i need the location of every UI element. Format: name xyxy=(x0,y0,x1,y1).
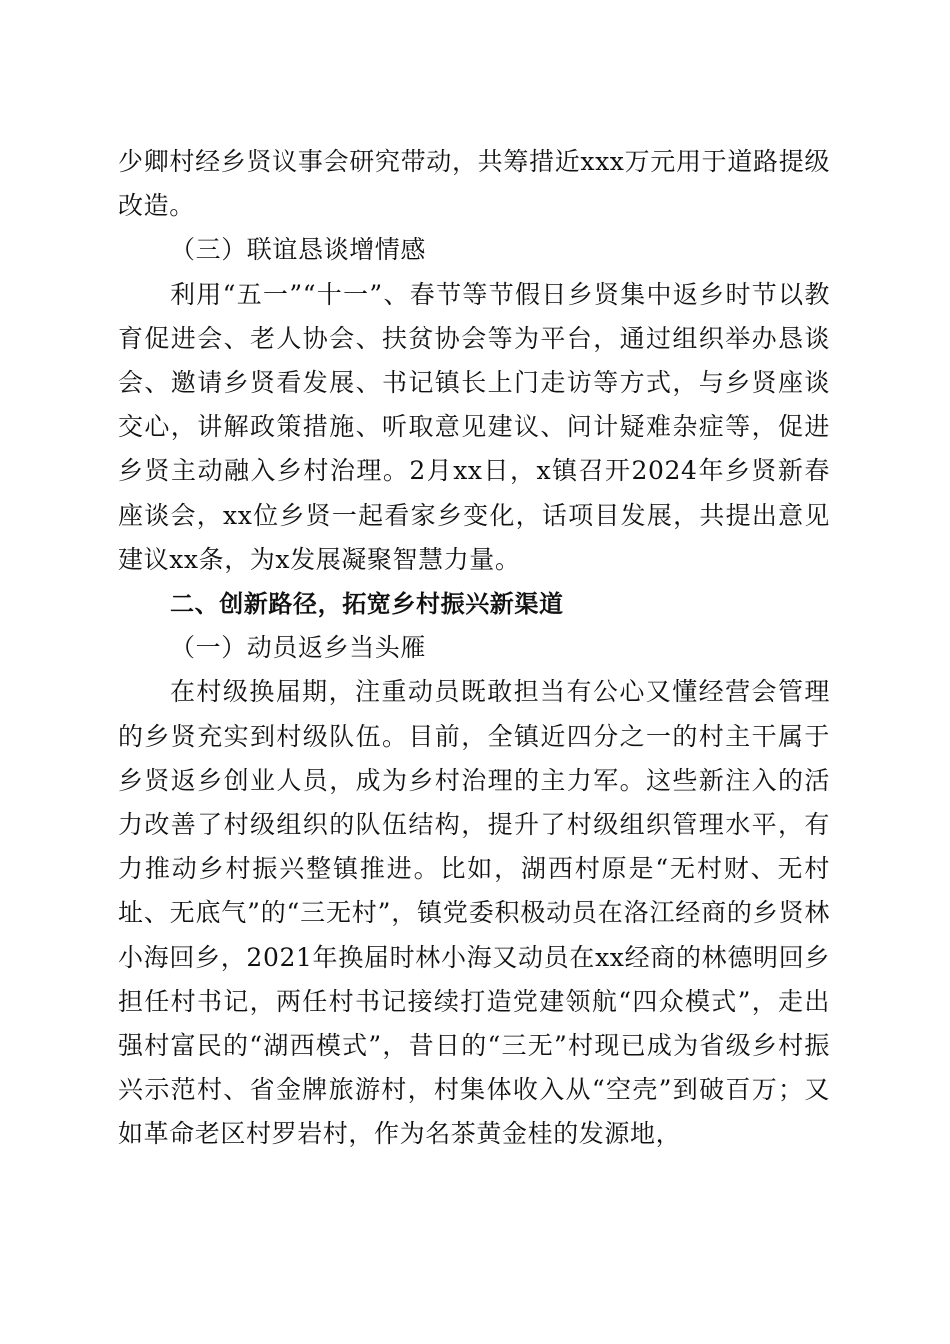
document-body xyxy=(118,140,830,1157)
section-subheading-1: （一）动员返乡当头雁 xyxy=(170,633,427,663)
body-paragraph-village-leaders: 在村级换届期，注重动员既敢担当有公心又懂经营会管理的乡贤充实到村级队伍。目前，全镇近四分之一的村主干属于乡贤返乡创业人员，成为乡村治理的主力军。这些新注入的活力改善了村级组织的队伍结构，提升了村级组织管理水平，有力推动乡村振兴整镇推进。比如，湖西村原是“无村财、无村址、无底气”的“三无村”，镇党委积极动员在洛江经商的乡贤林小海回乡，2021年换届时林小海又动员在xx经商的林德明回乡担任村书记，两任村书记接续打造党建领航“四众模式”，走出强村富民的“湖西模式”，昔日的“三无”村现已成为省级乡村振兴示范村、省金牌旅游村，村集体收入从“空壳”到破百万；又如革命老区村罗岩村，作为名茶黄金桂的发源地， xyxy=(118,677,830,1149)
section-subheading-3: （三）联谊恳谈增情感 xyxy=(170,235,427,265)
continuation-paragraph: 少卿村经乡贤议事会研究带动，共筹措近xxx万元用于道路提级改造。 xyxy=(118,147,830,221)
section-heading-2: 二、创新路径，拓宽乡村振兴新渠道 xyxy=(170,590,564,619)
body-paragraph-festival-talks: 利用“五一”“十一”、春节等节假日乡贤集中返乡时节以教育促进会、老人协会、扶贫协会等为平台，通过组织举办恳谈会、邀请乡贤看发展、书记镇长上门走访等方式，与乡贤座谈交心，讲解政策措施、听取意见建议、问计疑难杂症等，促进乡贤主动融入乡村治理。2月xx日，x镇召开2024年乡贤新春座谈会，xx位乡贤一起看家乡变化，话项目发展，共提出意见建议xx条，为x发展凝聚智慧力量。 xyxy=(118,279,830,574)
